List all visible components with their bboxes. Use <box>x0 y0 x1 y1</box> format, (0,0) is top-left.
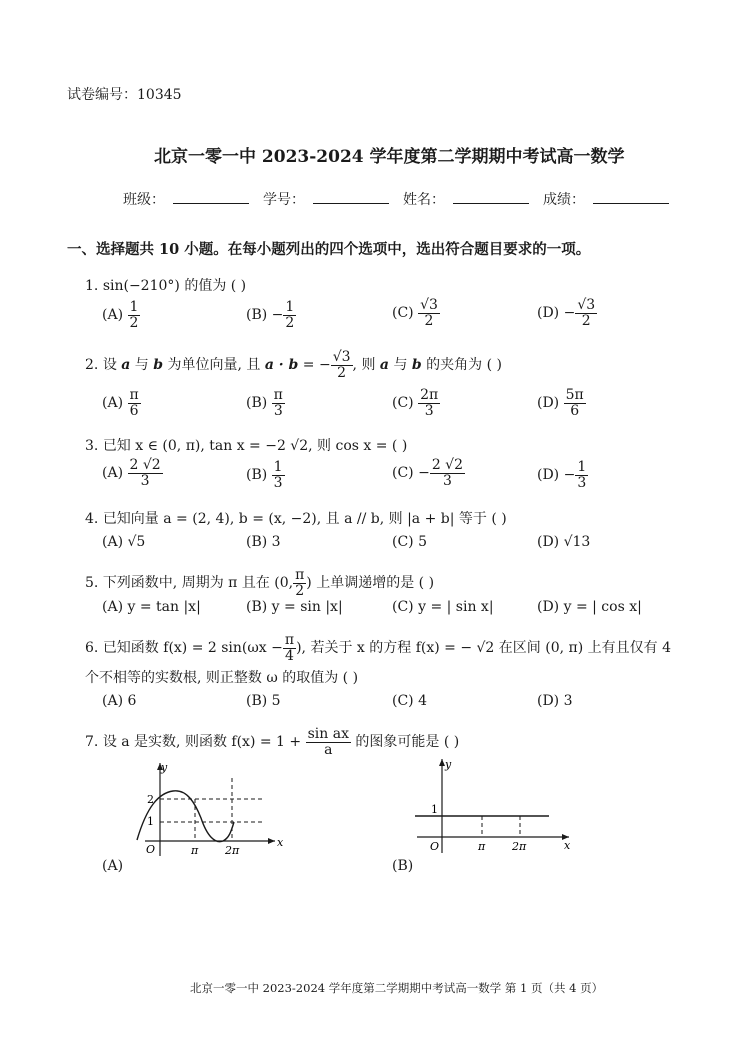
question-4-stem: 4. 已知向量 a = (2, 4), b = (x, −2), 且 a // b, 则 |a + b| 等于 ( ) <box>85 511 507 527</box>
q5-option-a: (A) y = tan |x| <box>102 599 201 615</box>
q3-option-c: (C) − $\frac{2 √2}{3}$ <box>392 457 464 489</box>
class-blank[interactable] <box>173 191 249 204</box>
q5-option-b: (B) y = sin |x| <box>246 599 343 615</box>
graph-a-origin: O <box>146 843 156 856</box>
q6-option-c: (C) 4 <box>392 693 427 709</box>
graph-b-x-label: x <box>564 839 571 852</box>
question-3-stem: 3. 已知 x ∈ (0, π), tan x = −2 √2, 则 cos x = ( ) <box>85 438 408 454</box>
q3-option-b: (B) $\frac{1}{3}$ <box>246 459 283 491</box>
question-6-line2: 个不相等的实数根, 则正整数 ω 的取值为 ( ) <box>85 670 359 686</box>
section-heading: 一、选择题共 10 小题。在每小题列出的四个选项中，选出符合题目要求的一项。 <box>67 241 591 258</box>
q4-option-a: (A) √5 <box>102 534 146 550</box>
q1-option-d: (D) − $\frac{√3}{2}$ <box>537 297 596 329</box>
score-label: 成绩： <box>543 192 585 208</box>
graph-a-tick-y2: 2 <box>147 793 154 806</box>
question-7-stem: 7. 设 a 是实数, 则函数 f(x) = 1 + $\frac{\text{sin ax}}{a}$ 的图象可能是 ( ) <box>85 726 460 758</box>
graph-a-tick-2pi: 2π <box>225 844 240 857</box>
question-5-stem: 5. 下列函数中, 周期为 π 且在 (0, $\frac{\pi}{2}$ ) 上单调递增的是 ( ) <box>85 567 435 599</box>
graph-b-tick-pi: π <box>478 840 486 853</box>
graph-a-y-label: y <box>161 761 168 774</box>
q5-option-c: (C) y = | sin x| <box>392 599 494 615</box>
q1-option-c: (C) $\frac{√3}{2}$ <box>392 297 438 329</box>
q2-option-d: (D) $\frac{5\pi}{6}$ <box>537 387 584 419</box>
graph-b-origin: O <box>430 840 440 853</box>
q7-option-a: (A) <box>102 858 124 874</box>
q2-option-a: (A) $\frac{\pi}{6}$ <box>102 387 139 419</box>
q3-option-a: (A) $\frac{2 √2}{3}$ <box>102 457 161 489</box>
q4-option-c: (C) 5 <box>392 534 427 550</box>
graph-a-x-label: x <box>277 836 284 849</box>
student-info-fields <box>123 189 675 209</box>
page-footer: 北京一零一中 2023-2024 学年度第二学期期中考试高一数学 第 1 页（共 4 页） <box>190 981 604 995</box>
graph-a-tick-pi: π <box>191 844 199 857</box>
class-label: 班级： <box>123 192 165 208</box>
graph-b-tick-y1: 1 <box>431 803 438 816</box>
paper-id: 试卷编号：10345 <box>67 87 182 103</box>
q4-option-d: (D) √13 <box>537 534 591 550</box>
q2-option-b: (B) $\frac{\pi}{3}$ <box>246 387 283 419</box>
q7-graph-a <box>135 758 285 858</box>
student-number-blank[interactable] <box>313 191 389 204</box>
q6-option-b: (B) 5 <box>246 693 281 709</box>
q6-option-d: (D) 3 <box>537 693 573 709</box>
score-blank[interactable] <box>593 191 669 204</box>
q7-option-b: (B) <box>392 858 414 874</box>
graph-b-tick-2pi: 2π <box>512 840 527 853</box>
q3-option-d: (D) − $\frac{1}{3}$ <box>537 459 587 491</box>
q1-option-b: (B) − $\frac{1}{2}$ <box>246 299 295 331</box>
question-1-stem: 1. sin(−210°) 的值为 ( ) <box>85 278 247 294</box>
name-label: 姓名： <box>403 192 445 208</box>
student-number-label: 学号： <box>263 192 305 208</box>
graph-b-y-label: y <box>445 758 452 771</box>
q5-option-d: (D) y = | cos x| <box>537 599 642 615</box>
question-2-stem: 2. 设 a 与 b 为单位向量, 且 a · b = − $\frac{√3}{2}$ , 则 a 与 b 的夹角为 ( ) <box>85 349 502 381</box>
exam-title: 北京一零一中 2023-2024 学年度第二学期期中考试高一数学 <box>154 147 625 167</box>
name-blank[interactable] <box>453 191 529 204</box>
q7-graph-b <box>412 755 577 855</box>
q1-option-a: (A) $\frac{1}{2}$ <box>102 299 139 331</box>
q6-option-a: (A) 6 <box>102 693 137 709</box>
question-6-stem: 6. 已知函数 f(x) = 2 sin(ωx − $\frac{\pi}{4}$ ), 若关于 x 的方程 f(x) = − √2 在区间 (0, π) 上有且仅有 4 <box>85 632 671 664</box>
q4-option-b: (B) 3 <box>246 534 281 550</box>
q2-option-c: (C) $\frac{2\pi}{3}$ <box>392 387 439 419</box>
graph-a-tick-y1: 1 <box>147 815 154 828</box>
